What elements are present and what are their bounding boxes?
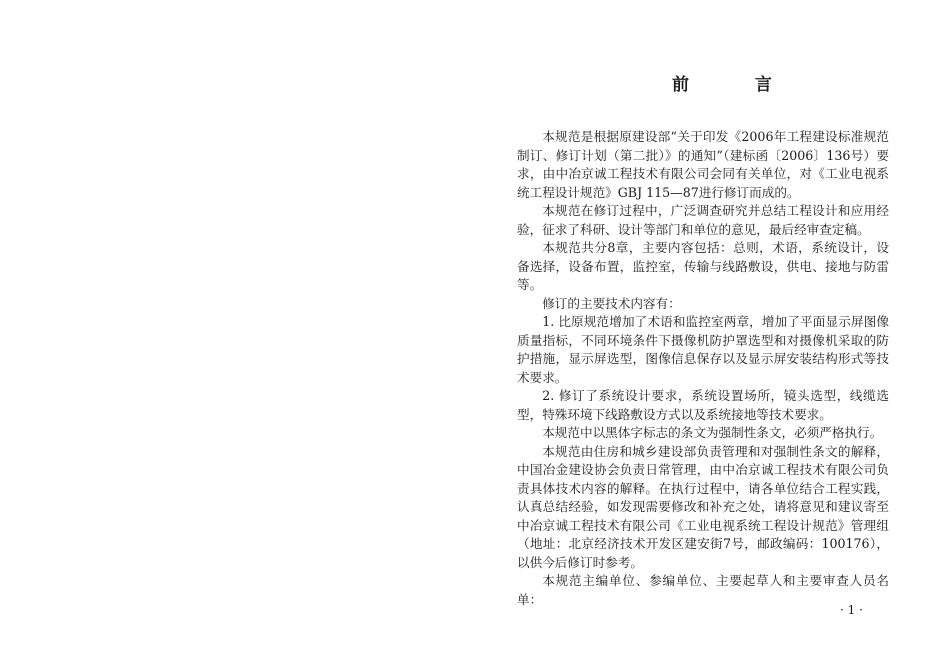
paragraph: 本规范共分8章，主要内容包括：总则，术语，系统设计，设备选择，设备布置，监控室，传输与线路敷设，供电、接地与防雷等。 — [517, 240, 889, 292]
paragraph: 本规范是根据原建设部“关于印发《2006年工程建设标准规范制订、修订计划（第二批）》的通知”（建标函〔2006〕136号）要求，由中冶京诚工程技术有限公司会同有关单位，对《工业电视系统工程设计规范》GBJ 115—87进行修订而成的。 — [517, 129, 889, 200]
paragraph: 本规范主编单位、参编单位、主要起草人和主要审查人员名单： — [517, 573, 889, 607]
paragraph: 修订的主要技术内容有： — [542, 295, 681, 311]
paragraph: 本规范由住房和城乡建设部负责管理和对强制性条文的解释，中国冶金建设协会负责日常管理，由中冶京诚工程技术有限公司负责具体技术内容的解释。在执行过程中，请各单位结合工程实践，认真总结经验，如发现需要修改和补充之处，请将意见和建议寄至中冶京诚工程技术有限公司《工业电视系统工程设计规范》管理组（地址：北京经济技术开发区建安街7号，邮政编码：100176），以供今后修订时参考。 — [517, 443, 889, 570]
page-number: · 1 · — [840, 603, 863, 617]
paragraph: 1. 比原规范增加了术语和监控室两章，增加了平面显示屏图像质量指标，不同环境条件下摄像机防护罩选型和对摄像机采取的防护措施，显示屏选型，图像信息保存以及显示屏安装结构形式等技术要求。 — [517, 314, 889, 385]
paragraph: 2. 修订了系统设计要求，系统设置场所，镜头选型，线缆选型，特殊环境下线路敷设方式以及系统接地等技术要求。 — [517, 388, 889, 422]
body-text — [517, 128, 889, 609]
page-title: 前 言 — [672, 75, 802, 95]
paragraph: 本规范在修订过程中，广泛调查研究并总结工程设计和应用经验，征求了科研、设计等部门和单位的意见，最后经审查定稿。 — [517, 203, 889, 237]
paragraph: 本规范中以黑体字标志的条文为强制性条文，必须严格执行。 — [542, 425, 883, 440]
